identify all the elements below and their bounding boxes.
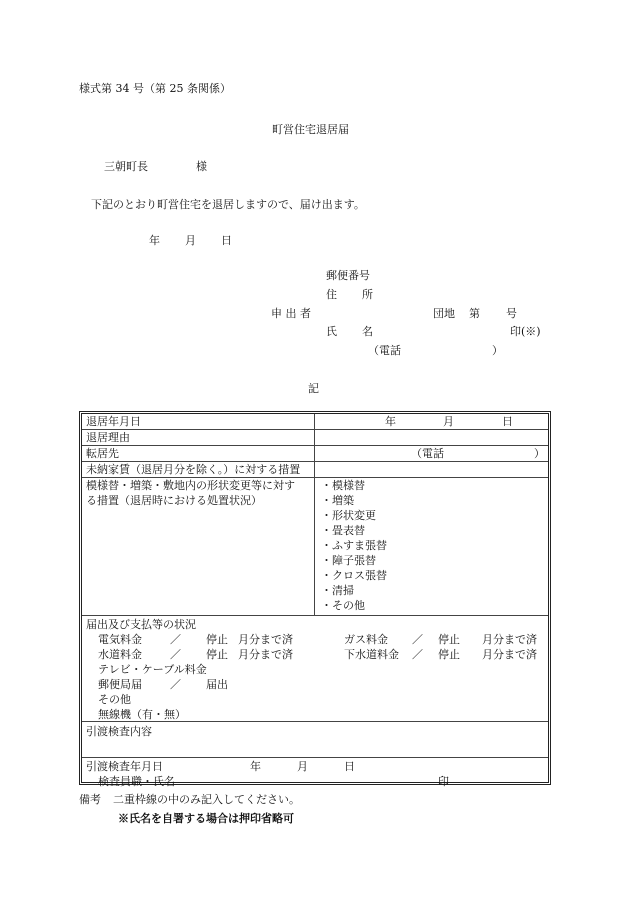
gas-stop: 停止 bbox=[438, 633, 460, 646]
water-slash: ／ bbox=[170, 648, 181, 661]
gas-slash: ／ bbox=[412, 633, 423, 646]
post-slash: ／ bbox=[170, 678, 181, 691]
remodel-item: ・その他 bbox=[321, 599, 365, 612]
move-out-day: 日 bbox=[502, 415, 513, 428]
move-out-date-value[interactable] bbox=[314, 414, 548, 429]
inspection-date-label: 引渡検査年月日 bbox=[86, 760, 163, 773]
reason-label: 退居理由 bbox=[86, 431, 130, 444]
row-notices bbox=[82, 616, 548, 722]
postal-code-label: 郵便番号 bbox=[326, 269, 370, 282]
remarks-label: 備考 bbox=[79, 793, 101, 806]
inspection-label: 引渡検査内容 bbox=[86, 725, 152, 738]
inspection-day: 日 bbox=[344, 760, 355, 773]
phone-close: ） bbox=[492, 344, 503, 357]
sewer-slash: ／ bbox=[412, 648, 423, 661]
name-label-2: 名 bbox=[362, 325, 373, 338]
remodel-label-line1: 模様替・増築・敷地内の形状変更等に対す bbox=[86, 479, 295, 492]
water-stop: 停止 bbox=[206, 648, 228, 661]
other-label: その他 bbox=[98, 693, 131, 706]
move-out-date-label: 退居年月日 bbox=[86, 415, 141, 428]
ki-heading: 記 bbox=[308, 382, 319, 395]
electric-label: 電気料金 bbox=[98, 633, 142, 646]
reason-value[interactable] bbox=[314, 430, 548, 445]
electric-slash: ／ bbox=[170, 633, 181, 646]
remodel-item: ・クロス張替 bbox=[321, 569, 387, 582]
new-address-phone-close: ） bbox=[534, 447, 545, 460]
move-out-year: 年 bbox=[385, 415, 396, 428]
remodel-item: ・形状変更 bbox=[321, 509, 376, 522]
phone-open: （電話 bbox=[368, 344, 401, 357]
new-address-phone-open: （電話 bbox=[411, 447, 444, 460]
water-settled: 月分まで済 bbox=[238, 648, 293, 661]
date-day: 日 bbox=[221, 234, 232, 247]
sewer-stop: 停止 bbox=[438, 648, 460, 661]
remarks-note: ※氏名を自署する場合は押印省略可 bbox=[118, 812, 294, 825]
new-address-label: 転居先 bbox=[86, 447, 119, 460]
unpaid-rent-value[interactable] bbox=[314, 462, 548, 477]
addressee-name: 三朝町長 bbox=[104, 160, 148, 173]
inspection-year: 年 bbox=[250, 760, 261, 773]
remodel-item: ・障子張替 bbox=[321, 554, 376, 567]
remodel-item: ・ふすま張替 bbox=[321, 539, 387, 552]
row-inspection bbox=[82, 722, 548, 758]
row-inspection-date bbox=[82, 758, 548, 788]
tv-label: テレビ・ケーブル料金 bbox=[98, 663, 207, 676]
gas-settled: 月分まで済 bbox=[482, 633, 537, 646]
address-label-1: 住 bbox=[326, 288, 337, 301]
dai-label: 第 bbox=[469, 307, 480, 320]
applicant-label: 申 出 者 bbox=[271, 307, 311, 320]
danchi-label: 団地 bbox=[433, 307, 455, 320]
row-reason bbox=[82, 430, 548, 446]
remarks-text: 二重枠線の中のみ記入してください。 bbox=[113, 793, 300, 806]
remodel-item: ・増築 bbox=[321, 494, 354, 507]
sewer-settled: 月分まで済 bbox=[482, 648, 537, 661]
post-label: 郵便局届 bbox=[98, 678, 142, 691]
address-label-2: 所 bbox=[362, 288, 373, 301]
move-out-month: 月 bbox=[443, 415, 454, 428]
remodel-label-line2: る措置（退居時における処置状況） bbox=[86, 494, 262, 507]
name-label-1: 氏 bbox=[326, 325, 337, 338]
remodel-item: ・模様替 bbox=[321, 479, 365, 492]
unpaid-rent-label: 未納家賃（退居月分を除く。）に対する措置 bbox=[86, 463, 301, 476]
electric-stop: 停止 bbox=[206, 633, 228, 646]
remodel-item: ・畳表替 bbox=[321, 524, 365, 537]
addressee-honorific: 様 bbox=[196, 160, 207, 173]
date-year: 年 bbox=[149, 234, 160, 247]
form-table bbox=[79, 411, 551, 788]
remodel-item: ・清掃 bbox=[321, 584, 354, 597]
row-remodel bbox=[82, 478, 548, 616]
post-filed: 届出 bbox=[206, 678, 228, 691]
remodel-items bbox=[314, 478, 548, 615]
date-month: 月 bbox=[185, 234, 196, 247]
seal-mark: 印(※) bbox=[510, 325, 541, 338]
sewer-label: 下水道料金 bbox=[344, 648, 399, 661]
row-move-out-date bbox=[82, 414, 548, 430]
electric-settled: 月分まで済 bbox=[238, 633, 293, 646]
inspection-month: 月 bbox=[297, 760, 308, 773]
form-number: 様式第 34 号（第 25 条関係） bbox=[79, 82, 231, 95]
radio-label: 無線機（有・無） bbox=[98, 708, 186, 721]
go-label: 号 bbox=[506, 307, 517, 320]
inspector-label: 検査員職・氏名 bbox=[98, 775, 175, 788]
row-new-address bbox=[82, 446, 548, 462]
intro-text: 下記のとおり町営住宅を退居しますので、届け出ます。 bbox=[91, 198, 365, 211]
water-label: 水道料金 bbox=[98, 648, 142, 661]
new-address-value[interactable] bbox=[314, 446, 548, 461]
inspector-seal: 印 bbox=[438, 775, 449, 788]
page-title: 町営住宅退居届 bbox=[272, 123, 349, 136]
gas-label: ガス料金 bbox=[344, 633, 388, 646]
row-unpaid-rent bbox=[82, 462, 548, 478]
notices-label: 届出及び支払等の状況 bbox=[86, 618, 196, 631]
